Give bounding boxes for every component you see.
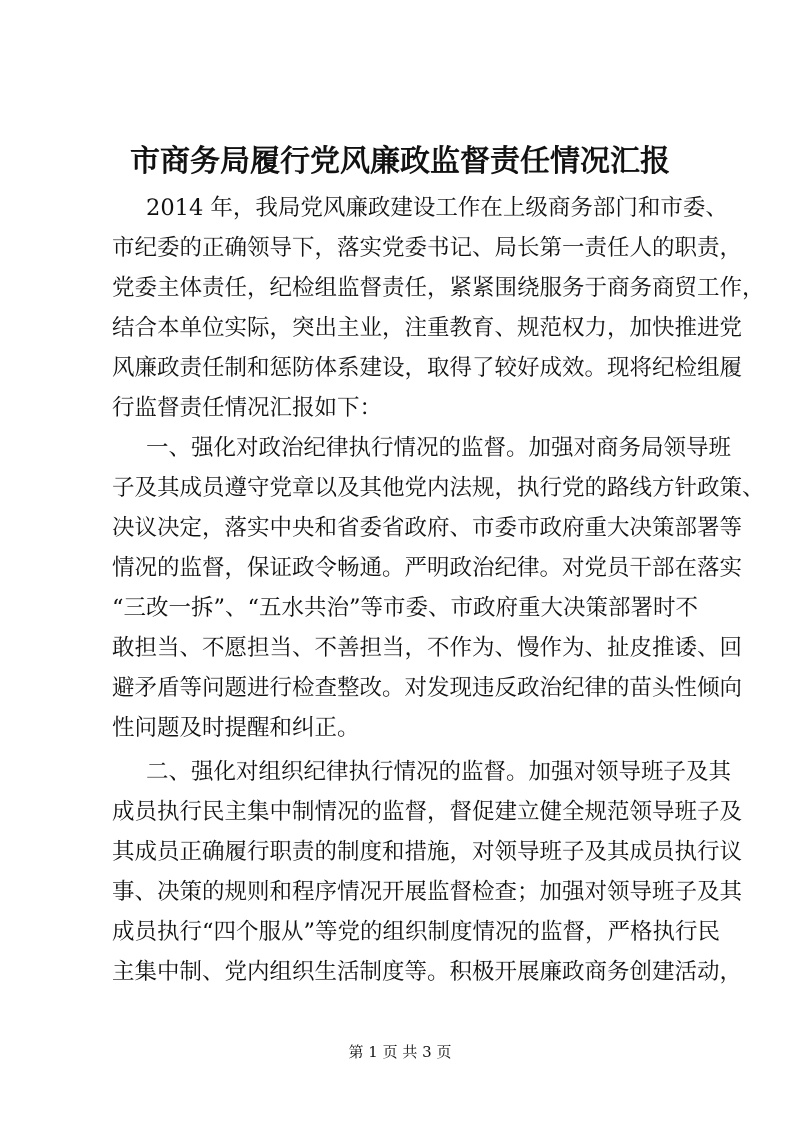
page-number-footer: 第 1 页 共 3 页 — [348, 1043, 452, 1061]
document-title: 市商务局履行党风廉政监督责任情况汇报 — [130, 144, 670, 179]
paragraph-3-line-2: 成员执行民主集中制情况的监督，督促建立健全规范领导班子及 — [112, 799, 743, 825]
paragraph-2-line-2: 子及其成员遵守党章以及其他党内法规，执行党的路线方针政策、 — [112, 475, 765, 501]
paragraph-1-line-5: 风廉政责任制和惩防体系建设，取得了较好成效。现将纪检组履 — [112, 355, 743, 381]
paragraph-3-line-1: 二、强化对组织纪律执行情况的监督。加强对领导班子及其 — [146, 759, 732, 785]
paragraph-2-line-1: 一、强化对政治纪律执行情况的监督。加强对商务局领导班 — [146, 435, 732, 461]
paragraph-3-line-5: 成员执行“四个服从”等党的组织制度情况的监督，严格执行民 — [112, 919, 721, 945]
paragraph-3-line-3: 其成员正确履行职责的制度和措施，对领导班子及其成员执行议 — [112, 839, 743, 865]
paragraph-3-line-4: 事、决策的规则和程序情况开展监督检查；加强对领导班子及其 — [112, 879, 743, 905]
paragraph-2-line-3: 决议决定，落实中央和省委省政府、市委市政府重大决策部署等 — [112, 515, 743, 541]
paragraph-2-line-4: 情况的监督，保证政令畅通。严明政治纪律。对党员干部在落实 — [112, 555, 743, 581]
paragraph-1-line-3: 党委主体责任，纪检组监督责任，紧紧围绕服务于商务商贸工作， — [112, 275, 765, 301]
paragraph-1-line-6: 行监督责任情况汇报如下： — [112, 395, 383, 421]
paragraph-1-line-4: 结合本单位实际，突出主业，注重教育、规范权力，加快推进党 — [112, 315, 743, 341]
paragraph-2-line-8: 性问题及时提醒和纠正。 — [112, 715, 360, 741]
paragraph-2-line-7: 避矛盾等问题进行检查整改。对发现违反政治纪律的苗头性倾向 — [112, 675, 743, 701]
paragraph-2-line-5: “三改一拆”、“五水共治”等市委、市政府重大决策部署时不 — [112, 595, 699, 621]
paragraph-1-line-1: 2014 年，我局党风廉政建设工作在上级商务部门和市委、 — [146, 195, 728, 221]
paragraph-3-line-6: 主集中制、党内组织生活制度等。积极开展廉政商务创建活动， — [112, 959, 743, 985]
paragraph-1-line-2: 市纪委的正确领导下，落实党委书记、局长第一责任人的职责， — [112, 235, 743, 261]
paragraph-2-line-6: 敢担当、不愿担当、不善担当，不作为、慢作为、扯皮推诿、回 — [112, 635, 743, 661]
